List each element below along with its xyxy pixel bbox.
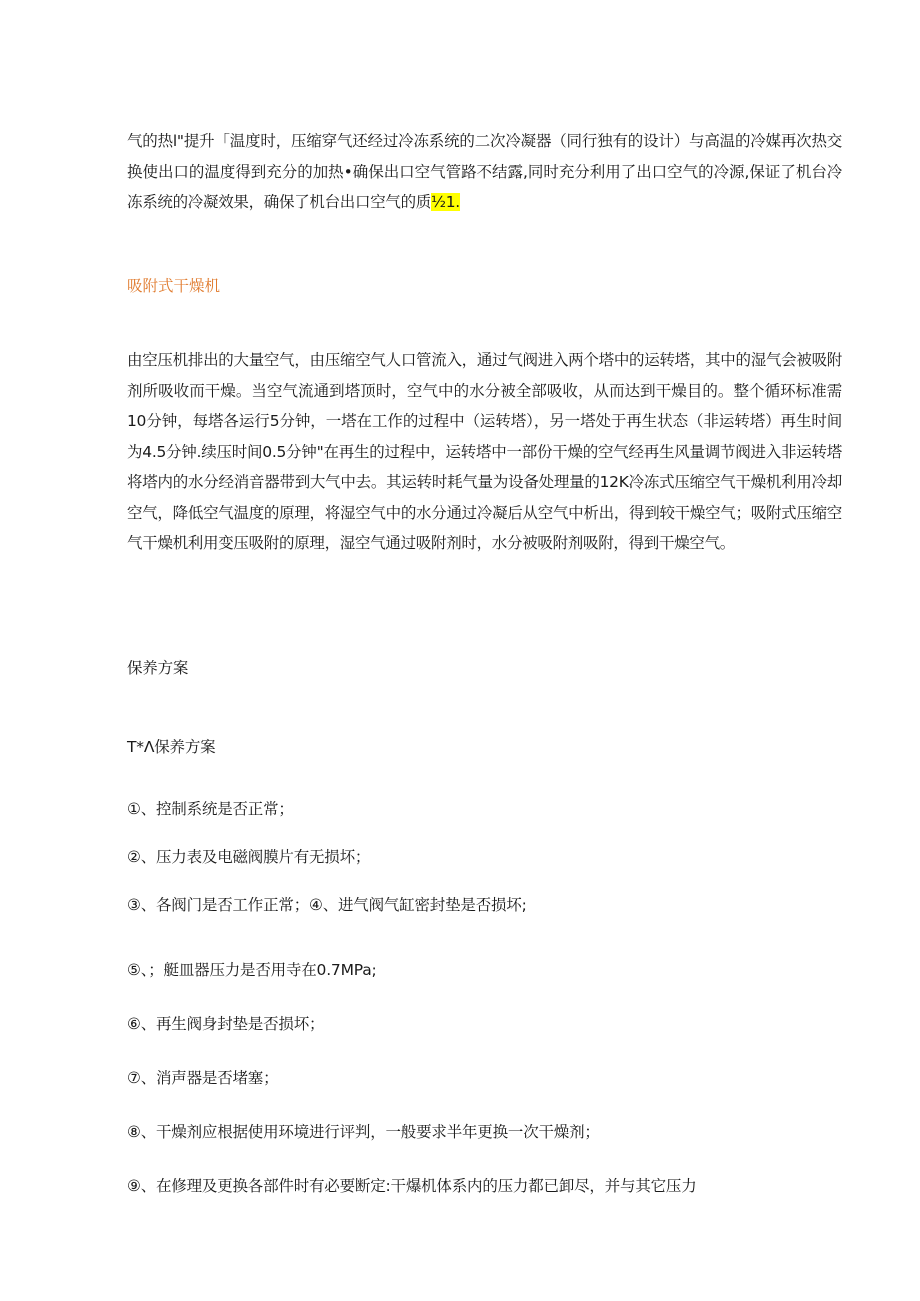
list-item: ⑦、消声器是否堵塞；	[127, 1069, 279, 1087]
list-item: ③、各阀门是否工作正常；④、进气阀气缸密封垫是否损坏;	[127, 896, 527, 914]
highlighted-text: ½1.	[431, 193, 460, 211]
list-item: ⑤、；艇皿器压力是否用寺在0.7MPa;	[127, 961, 377, 979]
list-item: ⑨、在修理及更换各部件时有必要断定:干爆机体系内的压力都已卸尽，并与其它压力	[127, 1177, 697, 1195]
list-item: ⑧、干燥剂应根据使用环境进行评判，一般要求半年更换一次干燥剂；	[127, 1123, 600, 1141]
intro-text: 气的热l"提升「温度时，压缩穿气还经过冷冻系统的二次冷凝器（同行独有的设计）与高温的冷媒再次热交换使出口的温度得到充分的加热•确保出口空气管路不结露,同时充分利用了出口空气的冷源,保证了机台冷冻系统的冷凝效果，确保了机台出口空气的质	[127, 132, 842, 211]
intro-paragraph	[127, 126, 842, 218]
list-item: ②、压力表及电磁阀膜片有无损坏；	[127, 848, 371, 866]
list-item: ①、控制系统是否正常；	[127, 800, 294, 818]
list-item: ⑥、再生阀身封垫是否损坏；	[127, 1015, 325, 1033]
maintenance-subheading: T*Λ保养方案	[127, 738, 216, 756]
main-paragraph: 由空压机排出的大量空气，由压缩空气人口管流入，通过气阀进入两个塔中的运转塔，其中的湿气会被吸附剂所吸收而干燥。当空气流通到塔顶时，空气中的水分被全部吸收，从而达到干燥目的。整个循环标准需10分钟，每塔各运行5分钟，一塔在工作的过程中（运转塔），另一塔处于再生状态（非运转塔）再生时间为4.5分钟.续压时间0.5分钟"在再生的过程中，运转塔中一部份干燥的空气经再生风量调节阀进入非运转塔将塔内的水分经消音器带到大气中去。其运转时耗气量为设备处理量的12K冷冻式压缩空气干燥机利用冷却空气，降低空气温度的原理，将湿空气中的水分通过冷凝后从空气中析出，得到较干燥空气；吸附式压缩空气干燥机利用变压吸附的原理，湿空气通过吸附剂时，水分被吸附剂吸附，得到干燥空气。	[127, 351, 842, 552]
section-heading: 吸附式干燥机	[127, 277, 221, 295]
maintenance-heading: 保养方案	[127, 659, 189, 677]
